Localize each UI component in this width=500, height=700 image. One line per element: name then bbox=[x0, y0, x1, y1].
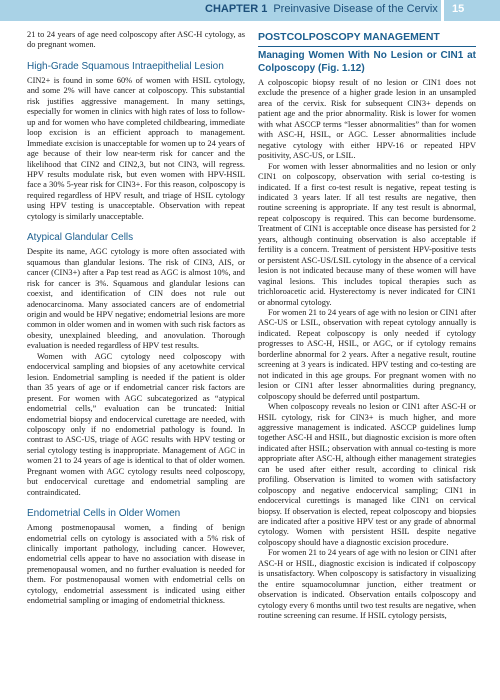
left-column bbox=[27, 30, 245, 607]
agc-paragraph-2: Women with AGC cytology need colposcopy with endocervical sampling and biopsies of any acetowhite cervical lesion. Endometrial sampling is needed if the patient is older than 35 years of age or if endometrial cancer risk factors are present. For women with AGC subcategorized as “atypical endometrial cells,” evaluation can be truncated: Initial endometrial biopsy and endocervical curettage are needed, with colposcopy only if no endometrial pathology is found. In contrast to ASC-US, triage of AGC results with HPV testing or serial cytology testing is inappropriate. Management of AGC in women 21 to 24 years of age is identical to that of older women. Pregnant women with AGC cytology results need colposcopy, but endocervical curettage and endometrial sampling are contraindicated. bbox=[27, 351, 245, 497]
chapter-label: CHAPTER 1 bbox=[205, 3, 268, 15]
right-column bbox=[258, 30, 476, 622]
hsil-paragraph: CIN2+ is found in some 60% of women with HSIL cytology, and some 2% will have cancer at colposcopy. This substantial risk justifies aggressive management. In many settings, especially for women in clinics with high rates of loss to follow-up and for women who have completed childbearing, immediate loop excision is an efficient approach to management. Immediate excision is unacceptable for women up to 24 years of age because of their low near-term risk for cancer and the likelihood that CIN2 and CIN2,3, but not CIN3, will regress. HPV results modulate risk, but even women with HPV-HSIL face a 30% 5-year risk for CIN3+. For this reason, colposcopy is required regardless of HPV result, and triage of HSIL cytology using HPV testing is unacceptable. Observation with repeat cytology is similarly unacceptable. bbox=[27, 75, 245, 221]
postcolpo-paragraph-1: A colposcopic biopsy result of no lesion or CIN1 does not exclude the presence of a higher grade lesion in an unsampled area of the cervix. Risk for subsequent CIN3+ depends on patient age and the prior abnormality. Risk is lower for women with what ASCCP terms “lesser abnormalities” than for women with ASC-H, HSIL, or AGC. Lesser abnormalities include negative cytology with either HPV-16 or repeated HPV positivity, ASC-US, or LSIL. bbox=[258, 78, 476, 161]
figure-link[interactable]: (Fig. 1.12) bbox=[318, 62, 365, 74]
chapter-name: Preinvasive Disease of the Cervix bbox=[273, 3, 438, 15]
postcolpo-paragraph-3: For women 21 to 24 years of age with no lesion or CIN1 after ASC-US or LSIL, observation with repeat cytology annually is indicated. Repeat colposcopy is only needed if cytology progresses to ASC-H, HSIL, or AGC, or if cytology remains borderline abnormal for 2 years. After a negative result, routine screening at 3 years is indicated. HPV testing and co-testing are not indicated in this age groups. For pregnant women with no lesion or CIN1 after lesser abnormalities during pregnancy, colposcopy should be deferred until postpartum. bbox=[258, 307, 476, 401]
intro-paragraph: 21 to 24 years of age need colposcopy after ASC-H cytology, as do pregnant women. bbox=[27, 30, 245, 50]
endometrial-paragraph: Among postmenopausal women, a finding of benign endometrial cells on cytology is associated with a 5% risk of clinically important pathology, including cancer. However, endometrial cells appear to have no association with disease in premenopausal women, and no further evaluation is needed for them. For postmenopausal women with endometrial cells on cytology, endometrial assessment is indicated using either endometrial sampling or imaging of endometrial thickness. bbox=[27, 523, 245, 606]
subsection-heading bbox=[258, 50, 476, 75]
postcolpo-paragraph-5: For women 21 to 24 years of age with no lesion or CIN1 after ASC-H or HSIL, diagnostic excision is indicated if colposcopy is unsatisfactory. When colposcopy is satisfactory in visualizing the entire squamocolumnar junction, either treatment or observation is indicated. Observation entails colposcopy and cytology every 6 months until two test results are negative, when routine screening can resume. If HSIL cytology persists, bbox=[258, 548, 476, 621]
agc-heading: Atypical Glandular Cells bbox=[27, 232, 134, 244]
running-header bbox=[0, 0, 500, 21]
postcolpo-paragraph-2: For women with lesser abnormalities and no lesion or only CIN1 on colposcopy, observation with serial co-testing is indicated. If a first co-test result is negative, repeat testing is indicated 3 years later. If all test results are negative, then routine screening is appropriate. If any test result is abnormal, repeat colposcopy is required. This can become burdensome. Treatment of CIN1 is acceptable once disease has persisted for 2 years, although continuing observation is also acceptable if fertility is a concern. Treatment of persistent HPV-positive tests or persistent ASC-US/LSIL cytology in the absence of a cervical lesion is not indicated because many of these women will have vaginal lesions. This includes topical therapies such as trichloroacetic acid. Hysterectomy is never indicated for CIN1 or abnormal cytology. bbox=[258, 161, 476, 307]
agc-paragraph-1: Despite its name, AGC cytology is more often associated with squamous than glandular lesions. The risk of CIN3, AIS, or cancer (CIN3+) after a Pap test read as AGC is almost 10%, and risk for cancer is 3%. Squamous and glandular lesions can coexist, and identification of CIN does not rule out adenocarcinoma. Many associated cancers are of endometrial origin and would be HPV negative; endometrial lesions are more common in older women and in women with such risk factors as obesity, unexplained bleeding, and anovulation. Thorough evaluation is needed regardless of HPV test results. bbox=[27, 247, 245, 351]
header-divider bbox=[441, 0, 444, 21]
postcolpo-paragraph-4: When colposcopy reveals no lesion or CIN1 after ASC-H or HSIL cytology, risk for CIN3+ is much higher, and more aggressive management is indicated. ASCCP guidelines lump together ASC-H and HSIL, but diagnostic excision is more often indicated after HSIL; observation with annual co-testing is more appropriate after ASC-H, although either management strategies can be used after either result, according to clinical risk profiling. Observation is limited to women with satisfactory colposcopy and negative endocervical sampling; CIN1 in endocervical curettings is managed like CIN1 on cervical biopsy. If observation is elected, repeat colposcopy and biopsies are indicated after a positive HPV test or any grade of abnormal cytology. Women with persistent HSIL despite negative colposcopy should have a diagnostic excision procedure. bbox=[258, 402, 476, 547]
section-heading: POSTCOLPOSCOPY MANAGEMENT bbox=[258, 31, 440, 43]
section-heading-rule bbox=[258, 30, 476, 47]
endometrial-heading: Endometrial Cells in Older Women bbox=[27, 508, 181, 520]
page-number: 15 bbox=[452, 3, 465, 15]
chapter-title bbox=[205, 3, 438, 15]
hsil-heading: High-Grade Squamous Intraepithelial Lesion bbox=[27, 60, 224, 72]
subsection-heading-text: Managing Women With No Lesion or CIN1 at Colposcopy bbox=[258, 50, 476, 74]
